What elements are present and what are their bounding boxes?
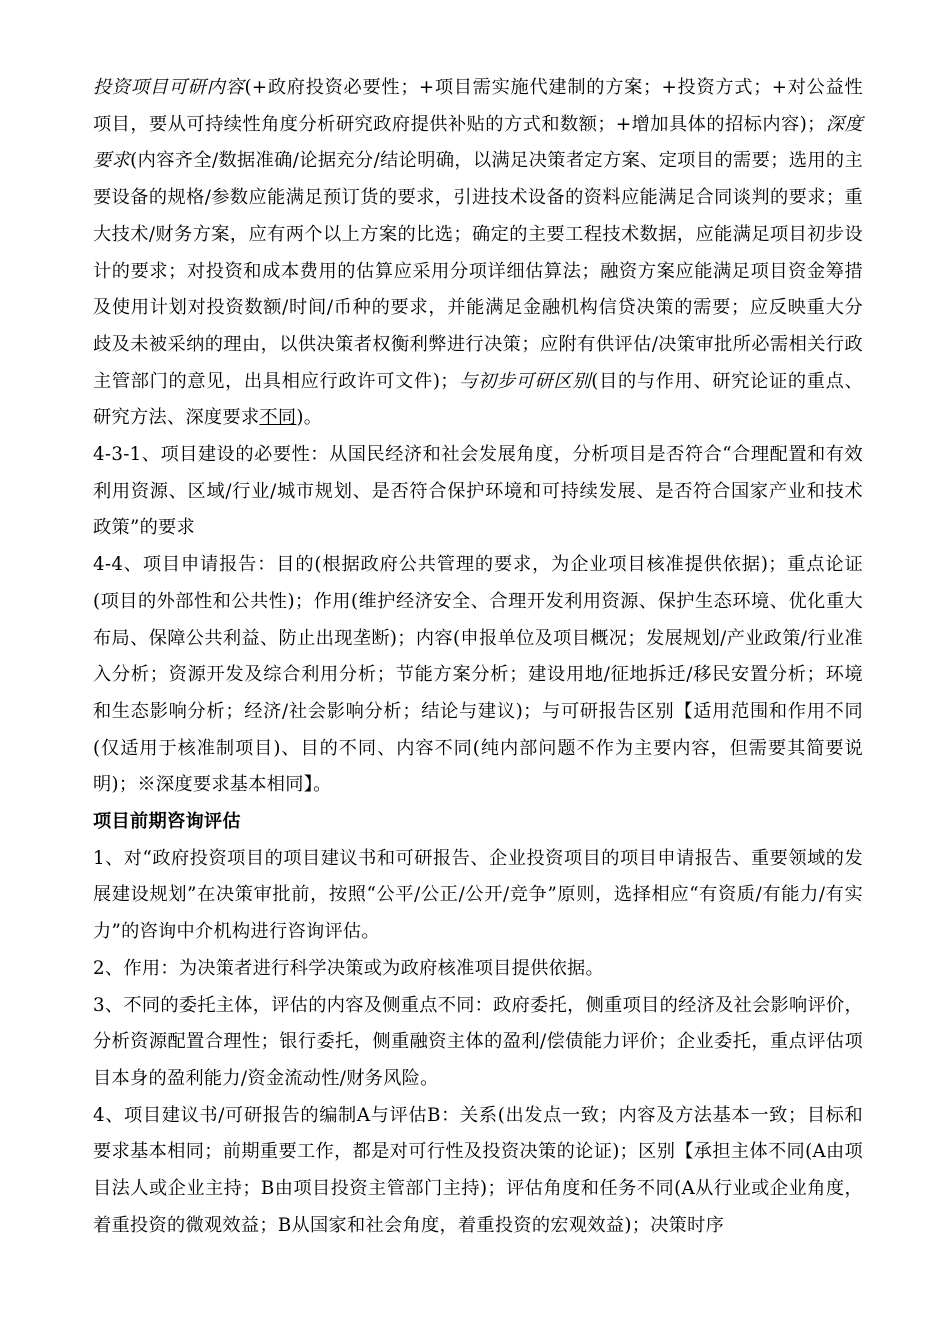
paragraph-item-1: 1、对“政府投资项目的项目建议书和可研报告、企业投资项目的项目申请报告、重要领域的发展建设规划”在决策审批前，按照“公平/公正/公开/竞争”原则，选择相应“有资质/有能力/有实力”的咨询中介机构进行咨询评估。 [93,847,863,943]
paragraph-item-2: 2、作用：为决策者进行科学决策或为政府核准项目提供依据。 [93,957,605,979]
italic-term-difference: 与初步可研区别 [458,370,592,392]
document-page [93,70,863,1245]
underlined-text: 不同 [259,407,297,429]
section-heading: 项目前期咨询评估 [93,811,241,833]
text-run: (内容齐全/数据准确/论据充分/结论明确，以满足决策者定方案、定项目的需要；选用的主要设备的规格/参数应能满足预订货的要求，引进技术设备的资料应能满足合同谈判的要求；重大技术/财务方案，应有两个以上方案的比选；确定的主要工程技术数据，应能满足项目初步设计的要求；对投资和成本费用的估算应采用分项详细估算法；融资方案应能满足项目资金筹措及使用计划对投资数额/时间/币种的要求，并能满足金融机构信贷决策的需要；应反映重大分歧及未被采纳的理由，以供决策者权衡利弊进行决策；应附有供评估/决策审批所必需相关行政主管部门的意见，出具相应行政许可文件)； [93,150,863,392]
text-run: (+政府投资必要性；+项目需实施代建制的方案；+投资方式；+对公益性项目，要从可持续性角度分析研究政府提供补贴的方式和数额；+增加具体的招标内容)； [93,77,863,135]
italic-term-depth-requirement: 深度要求 [93,113,863,172]
text-run: (目的与作用、研究论证的重点、研究方法、深度要求 [93,370,863,429]
italic-term-feasibility-content: 投资项目可研内容 [93,77,245,98]
paragraph-application-report: 4-4、项目申请报告：目的(根据政府公共管理的要求，为企业项目核准提供依据)；重点论证(项目的外部性和公共性)；作用(维护经济安全、合理开发利用资源、保护生态环境、优化重大布局、保障公共利益、防止出现垄断)；内容(申报单位及项目概况；发展规划/产业政策/行业准入分析；资源开发及综合利用分析；节能方案分析；建设用地/征地拆迁/移民安置分析；环境和生态影响分析；经济/社会影响分析；结论与建议)；与可研报告区别【适用范围和作用不同(仅适用于核准制项目)、目的不同、内容不同(纯内部问题不作为主要内容，但需要其简要说明)；※深度要求基本相同】。 [93,554,863,796]
paragraph-feasibility-content [93,70,863,437]
paragraph-necessity: 4-3-1、项目建设的必要性：从国民经济和社会发展角度，分析项目是否符合“合理配置和有效利用资源、区域/行业/城市规划、是否符合保护环境和可持续发展、是否符合国家产业和技术政策”的要求 [93,444,863,539]
paragraph-item-4: 4、项目建议书/可研报告的编制A与评估B：关系(出发点一致；内容及方法基本一致；目标和要求基本相同；前期重要工作，都是对可行性及投资决策的论证)；区别【承担主体不同(A由项目法人或企业主持；B由项目投资主管部门主持)；评估角度和任务不同(A从行业或企业角度，着重投资的微观效益；B从国家和社会角度，着重投资的宏观效益)；决策时序 [93,1104,863,1236]
text-run: )。 [296,407,323,429]
paragraph-item-3: 3、不同的委托主体，评估的内容及侧重点不同：政府委托，侧重项目的经济及社会影响评价，分析资源配置合理性；银行委托，侧重融资主体的盈利/偿债能力评价；企业委托，重点评估项目本身的盈利能力/资金流动性/财务风险。 [93,994,863,1089]
